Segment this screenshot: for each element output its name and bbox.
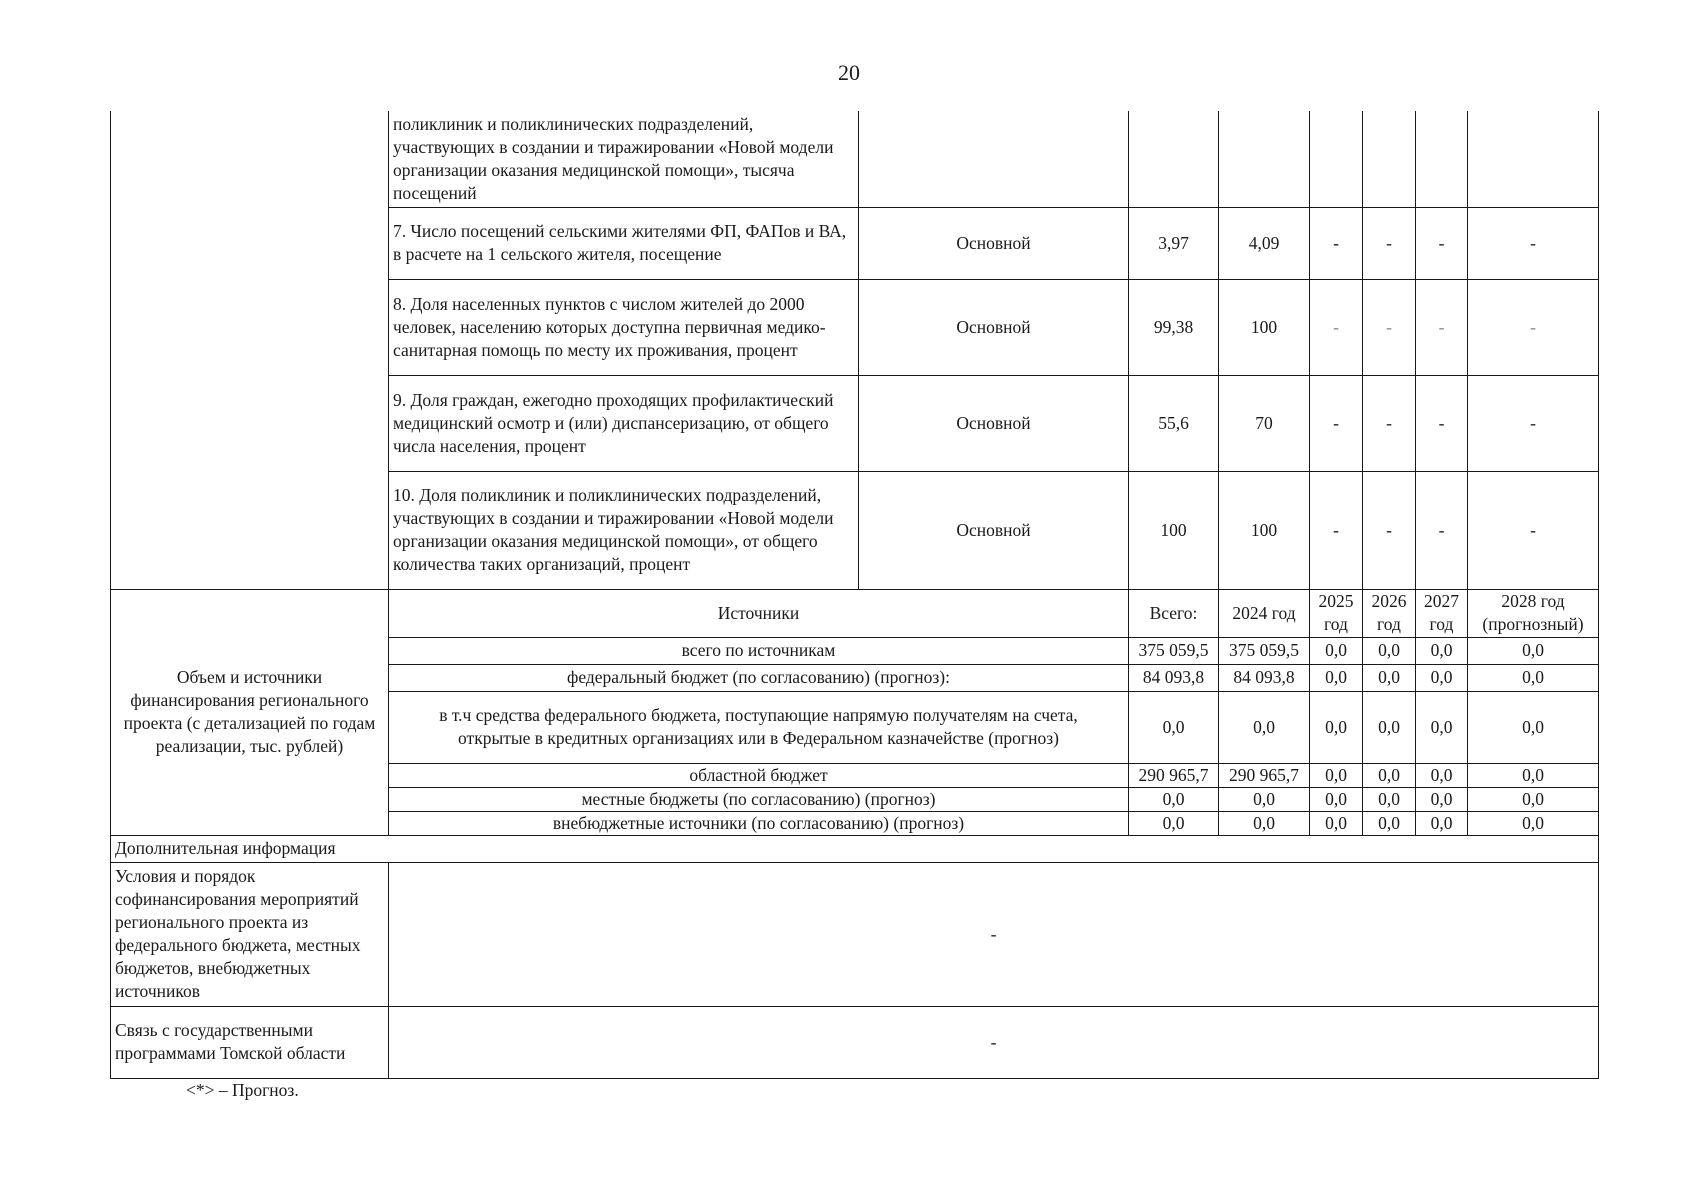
finance-header-total: Всего: (1129, 589, 1219, 637)
indicator-base (1129, 111, 1219, 207)
program-link-label: Связь с государственными программами Томской области (111, 1006, 389, 1078)
finance-2024: 375 059,5 (1219, 637, 1310, 664)
additional-title-row (111, 835, 1599, 862)
finance-source: федеральный бюджет (по согласованию) (прогноз): (389, 664, 1129, 691)
program-link-value: - (389, 1006, 1599, 1078)
finance-2026: 0,0 (1363, 787, 1416, 811)
finance-header-2027: 2027 год (1416, 589, 1468, 637)
indicator-2026: - (1363, 207, 1416, 279)
indicator-text: 8. Доля населенных пунктов с числом жителей до 2000 человек, населению которых доступна первичная медико-санитарная помощь по месту их проживания, процент (389, 279, 859, 375)
indicator-type: Основной (859, 375, 1129, 471)
indicator-2026: - (1363, 375, 1416, 471)
indicator-2028 (1468, 111, 1599, 207)
indicator-2024: 100 (1219, 279, 1310, 375)
indicator-2027: - (1416, 207, 1468, 279)
indicator-2028: - (1468, 471, 1599, 589)
finance-source: местные бюджеты (по согласованию) (прогноз) (389, 787, 1129, 811)
finance-2025: 0,0 (1310, 763, 1363, 787)
indicator-2027: - (1416, 471, 1468, 589)
indicator-2025: - (1310, 207, 1363, 279)
indicator-2024 (1219, 111, 1310, 207)
indicator-type: Основной (859, 471, 1129, 589)
finance-2026: 0,0 (1363, 664, 1416, 691)
finance-2024: 84 093,8 (1219, 664, 1310, 691)
finance-2025: 0,0 (1310, 811, 1363, 835)
finance-2025: 0,0 (1310, 787, 1363, 811)
finance-2026: 0,0 (1363, 637, 1416, 664)
indicator-type: Основной (859, 207, 1129, 279)
indicator-text: 10. Доля поликлиник и поликлинических подразделений, участвующих в создании и тиражировании «Новой модели организации оказания медицинской помощи», от общего количества таких организаций, процент (389, 471, 859, 589)
additional-title: Дополнительная информация (111, 835, 1599, 862)
finance-2025: 0,0 (1310, 691, 1363, 763)
finance-2024: 290 965,7 (1219, 763, 1310, 787)
indicator-2028: - (1468, 375, 1599, 471)
indicator-2024: 4,09 (1219, 207, 1310, 279)
indicator-base: 100 (1129, 471, 1219, 589)
indicator-base: 99,38 (1129, 279, 1219, 375)
indicator-text: поликлиник и поликлинических подразделений, участвующих в создании и тиражировании «Новой модели организации оказания медицинской помощи», тысяча посещений (389, 111, 859, 207)
finance-header-2024: 2024 год (1219, 589, 1310, 637)
finance-label: Объем и источники финансирования регионального проекта (с детализацией по годам реализации, тыс. рублей) (111, 589, 389, 835)
cofinancing-label: Условия и порядок софинансирования мероприятий регионального проекта из федерального бюджета, местных бюджетов, внебюджетных источников (111, 862, 389, 1006)
finance-2028: 0,0 (1468, 811, 1599, 835)
finance-total: 0,0 (1129, 691, 1219, 763)
indicator-2027: - (1416, 279, 1468, 375)
finance-2026: 0,0 (1363, 811, 1416, 835)
indicator-2027: - (1416, 375, 1468, 471)
finance-2027: 0,0 (1416, 664, 1468, 691)
finance-2028: 0,0 (1468, 787, 1599, 811)
indicator-2026: - (1363, 279, 1416, 375)
finance-header-2025: 2025 год (1310, 589, 1363, 637)
finance-total: 290 965,7 (1129, 763, 1219, 787)
indicators-left-cell (111, 111, 389, 589)
indicator-base: 3,97 (1129, 207, 1219, 279)
finance-2027: 0,0 (1416, 637, 1468, 664)
finance-source: всего по источникам (389, 637, 1129, 664)
indicator-type (859, 111, 1129, 207)
cofinancing-value: - (389, 862, 1599, 1006)
indicator-text: 9. Доля граждан, ежегодно проходящих профилактический медицинский осмотр и (или) диспансеризацию, от общего числа населения, процент (389, 375, 859, 471)
finance-total: 0,0 (1129, 787, 1219, 811)
finance-2027: 0,0 (1416, 811, 1468, 835)
finance-2026: 0,0 (1363, 691, 1416, 763)
finance-2027: 0,0 (1416, 691, 1468, 763)
finance-2028: 0,0 (1468, 664, 1599, 691)
indicator-2024: 70 (1219, 375, 1310, 471)
finance-2025: 0,0 (1310, 637, 1363, 664)
finance-2025: 0,0 (1310, 664, 1363, 691)
indicator-2027 (1416, 111, 1468, 207)
finance-header-sources: Источники (389, 589, 1129, 637)
indicator-2025 (1310, 111, 1363, 207)
indicator-type: Основной (859, 279, 1129, 375)
finance-2028: 0,0 (1468, 637, 1599, 664)
indicator-text: 7. Число посещений сельскими жителями ФП, ФАПов и ВА, в расчете на 1 сельского жителя, посещение (389, 207, 859, 279)
finance-source: областной бюджет (389, 763, 1129, 787)
program-link-row (111, 1006, 1599, 1078)
indicator-2028: - (1468, 279, 1599, 375)
indicator-base: 55,6 (1129, 375, 1219, 471)
finance-total: 0,0 (1129, 811, 1219, 835)
finance-header-2028: 2028 год (прогнозный) (1468, 589, 1599, 637)
indicator-2025: - (1310, 279, 1363, 375)
finance-2024: 0,0 (1219, 787, 1310, 811)
finance-2028: 0,0 (1468, 691, 1599, 763)
indicator-2025: - (1310, 375, 1363, 471)
finance-header-2026: 2026 год (1363, 589, 1416, 637)
finance-2027: 0,0 (1416, 787, 1468, 811)
finance-total: 84 093,8 (1129, 664, 1219, 691)
finance-2024: 0,0 (1219, 811, 1310, 835)
finance-header-row (111, 589, 1599, 637)
finance-2027: 0,0 (1416, 763, 1468, 787)
indicator-2028: - (1468, 207, 1599, 279)
finance-2026: 0,0 (1363, 763, 1416, 787)
indicator-2025: - (1310, 471, 1363, 589)
indicator-row (111, 111, 1599, 207)
finance-source: внебюджетные источники (по согласованию) (прогноз) (389, 811, 1129, 835)
passport-table (110, 111, 1599, 1079)
footnote: <*> – Прогноз. (186, 1080, 299, 1100)
finance-total: 375 059,5 (1129, 637, 1219, 664)
indicator-2026 (1363, 111, 1416, 207)
indicator-2024: 100 (1219, 471, 1310, 589)
finance-source: в т.ч средства федерального бюджета, поступающие напрямую получателям на счета, открытые в кредитных организациях или в Федеральном казначействе (прогноз) (389, 691, 1129, 763)
cofinancing-row (111, 862, 1599, 1006)
finance-2024: 0,0 (1219, 691, 1310, 763)
finance-2028: 0,0 (1468, 763, 1599, 787)
page-number: 20 (838, 60, 860, 85)
indicator-2026: - (1363, 471, 1416, 589)
